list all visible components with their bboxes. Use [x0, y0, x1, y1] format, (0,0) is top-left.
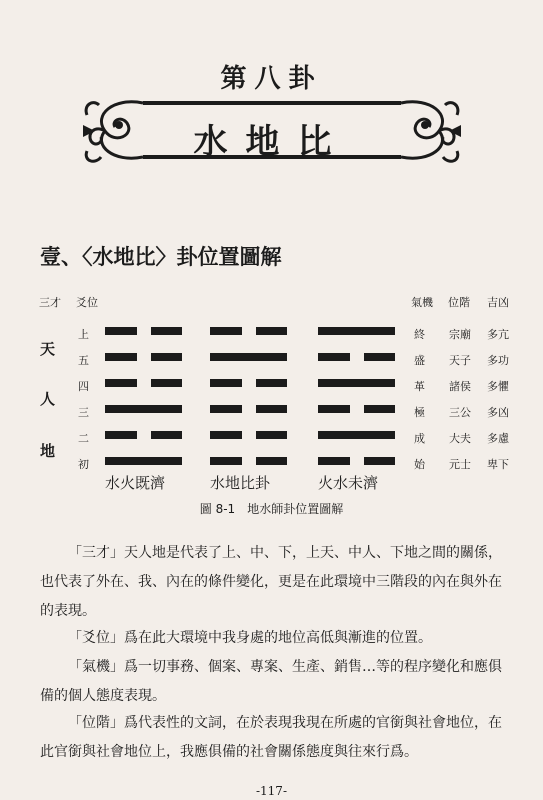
yin-line-segment — [105, 353, 137, 361]
yang-line — [105, 405, 182, 413]
page-number: -117- — [255, 784, 287, 798]
caption-middle: 水地比卦 — [210, 474, 271, 492]
header-weijie: 位階 — [448, 296, 470, 309]
yin-line-segment — [256, 327, 288, 335]
table-cell: 成 — [414, 432, 425, 445]
yang-line — [318, 431, 395, 439]
caption-right: 火水未濟 — [318, 474, 379, 492]
yin-line-segment — [151, 379, 183, 387]
chapter-number: 第八卦 — [220, 64, 323, 94]
sancai-earth: 地 — [40, 442, 56, 460]
table-cell: 盛 — [414, 354, 425, 367]
table-cell: 多凶 — [487, 406, 509, 419]
yang-line — [318, 379, 395, 387]
position-second: 二 — [78, 432, 89, 445]
yin-line-segment — [105, 379, 137, 387]
table-cell: 多懼 — [487, 380, 509, 393]
table-cell: 始 — [414, 458, 425, 471]
yin-line-segment — [256, 379, 288, 387]
table-cell: 元士 — [449, 458, 471, 471]
yang-line — [210, 353, 287, 361]
yin-line-segment — [105, 327, 137, 335]
yin-line-segment — [151, 327, 183, 335]
table-cell: 革 — [414, 380, 425, 393]
header-jixiong: 吉凶 — [487, 296, 509, 309]
table-cell: 卑下 — [487, 458, 509, 471]
header-sancai: 三才 — [39, 296, 61, 309]
table-cell: 天子 — [449, 354, 471, 367]
yin-line-segment — [151, 353, 183, 361]
header-yaowei: 爻位 — [76, 296, 98, 309]
paragraph-sancai: 「三才」天人地是代表了上、中、下，上天、中人、下地之間的關係，也代表了外在、我、內在的條件變化，更是在此環境中三階段的內在與外在的表現。 — [40, 545, 502, 619]
yang-line — [318, 327, 395, 335]
yin-line-segment — [210, 379, 242, 387]
section-title: 壹、〈水地比〉卦位置圖解 — [40, 245, 282, 269]
paragraph-qiji: 「氣機」爲一切事務、個案、專案、生產、銷售…等的程序變化和應俱備的個人態度表現。 — [40, 659, 502, 704]
yin-line-segment — [210, 405, 242, 413]
figure-caption: 圖 8-1 地水師卦位置圖解 — [199, 502, 344, 516]
hexagram-name: 水地比 — [193, 122, 350, 162]
yin-line-segment — [210, 327, 242, 335]
yin-line-segment — [318, 405, 350, 413]
yin-line-segment — [318, 457, 350, 465]
position-fourth: 四 — [78, 380, 89, 393]
paragraph-yaowei: 「爻位」爲在此大環境中我身處的地位高低與漸進的位置。 — [68, 630, 432, 646]
paragraph-weijie: 「位階」爲代表性的文詞，在於表現我現在所處的官銜與社會地位，在此官銜與社會地位上，我應俱備的社會關係態度與往來行爲。 — [40, 715, 502, 760]
yin-line-segment — [256, 457, 288, 465]
yang-line — [105, 457, 182, 465]
sancai-man: 人 — [40, 390, 56, 408]
table-cell: 大夫 — [449, 432, 471, 445]
yin-line-segment — [151, 431, 183, 439]
yin-line-segment — [256, 431, 288, 439]
table-cell: 多亢 — [487, 328, 509, 341]
position-third: 三 — [78, 406, 89, 419]
yin-line-segment — [364, 457, 396, 465]
position-first: 初 — [78, 458, 89, 471]
yin-line-segment — [210, 457, 242, 465]
position-fifth: 五 — [78, 354, 89, 367]
yin-line-segment — [364, 353, 396, 361]
yin-line-segment — [105, 431, 137, 439]
table-cell: 三公 — [449, 406, 471, 419]
yin-line-segment — [364, 405, 396, 413]
table-cell: 諸侯 — [449, 380, 471, 393]
sancai-heaven: 天 — [40, 340, 56, 358]
yin-line-segment — [210, 431, 242, 439]
yin-line-segment — [318, 353, 350, 361]
table-cell: 多慮 — [487, 432, 509, 445]
header-qiji: 氣機 — [411, 296, 433, 309]
position-top: 上 — [78, 328, 89, 341]
table-cell: 宗廟 — [449, 328, 471, 341]
table-cell: 極 — [414, 406, 425, 419]
caption-left: 水火既濟 — [105, 474, 166, 492]
table-cell: 多功 — [487, 354, 509, 367]
yin-line-segment — [256, 405, 288, 413]
table-cell: 終 — [414, 328, 425, 341]
